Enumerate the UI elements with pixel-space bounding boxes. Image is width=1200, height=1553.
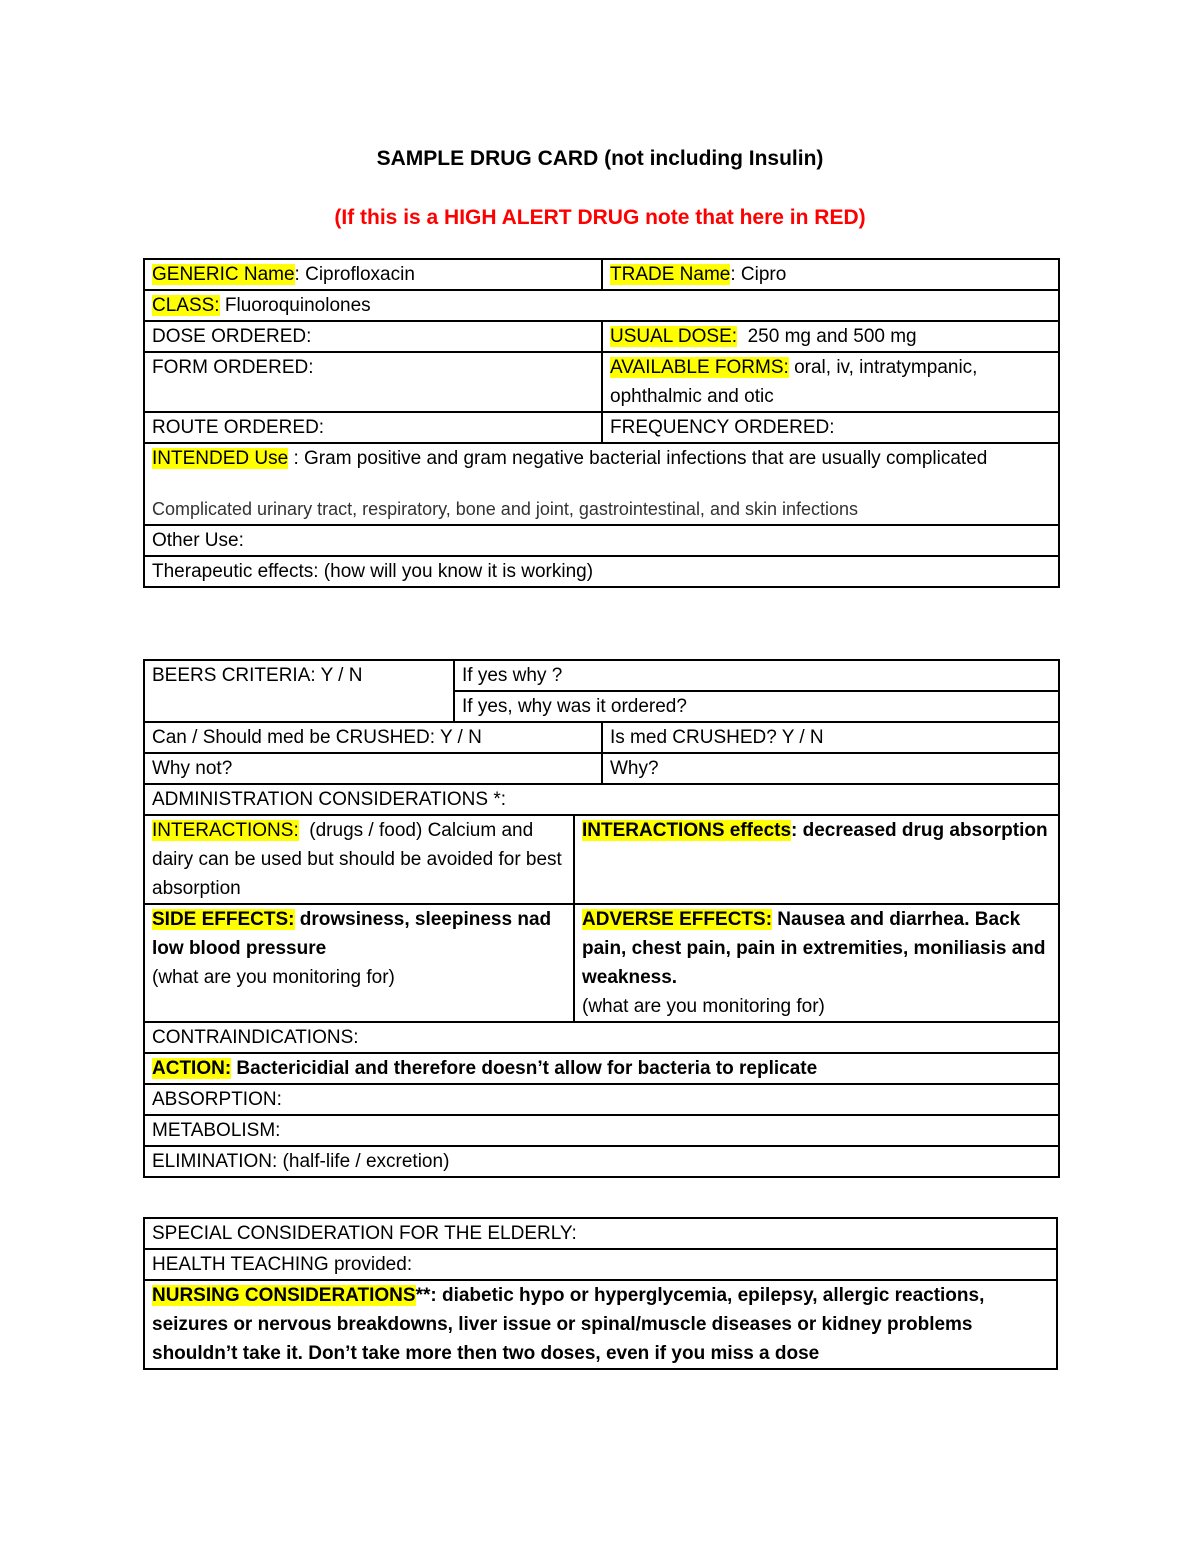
generic-name-colon: : [294,264,300,285]
side-effects-hint: (what are you monitoring for) [152,967,395,988]
absorption-label: ABSORPTION: [152,1089,282,1110]
why-not: Why not? [152,758,233,779]
elimination-hint: (half-life / excretion) [277,1151,450,1172]
table-row [144,1146,1059,1177]
nursing-considerations-value: diabetic hypo or hyperglycemia, epilepsy, allergic reactions, seizures or nervous breakdowns, liver issue or spinal/muscle diseases or kidney problems shouldn’t take it. Don’t take more then two doses, even if you miss a dose [152,1285,985,1364]
table-row [144,1280,1057,1369]
side-effects-cell [144,904,574,1022]
other-use-cell [144,525,1059,556]
route-ordered-label: ROUTE ORDERED: [152,417,325,438]
side-effects-label: SIDE EFFECTS: [152,909,295,930]
crush-question-cell [144,722,602,753]
table-row [144,1115,1059,1146]
side-effects-line [152,905,566,963]
available-forms-value: oral, iv, intratympanic, ophthalmic and otic [610,357,978,407]
therapeutic-effects-label: Therapeutic effects: [152,561,319,582]
table-row [144,1218,1057,1249]
class-label: CLASS: [152,295,220,316]
health-teaching-label: HEALTH TEACHING provided: [152,1254,413,1275]
available-forms-label: AVAILABLE FORMS: [610,357,789,378]
beers-criteria-label: BEERS CRITERIA: Y / N [152,665,363,686]
special-consideration-cell [144,1218,1057,1249]
table-row [144,412,1059,443]
adverse-effects-label: ADVERSE EFFECTS: [582,909,773,930]
document-title: SAMPLE DRUG CARD (not including Insulin) [376,147,824,170]
action-value: Bactericidial and therefore doesn’t allow for bacteria to replicate [231,1058,818,1079]
table-row [144,815,1059,904]
table-row [144,352,1059,412]
intended-use-note: Complicated urinary tract, respiratory, bone and joint, gastrointestinal, and skin infections [152,499,859,519]
table-row [144,525,1059,556]
action-label: ACTION: [152,1058,232,1079]
interactions-label: INTERACTIONS: [152,820,299,841]
crush-question: Can / Should med be CRUSHED: Y / N [152,727,482,748]
table-row [144,443,1059,525]
intended-use-colon: : [288,448,299,469]
why-cell [602,753,1059,784]
action-cell [144,1053,1059,1084]
absorption-cell [144,1084,1059,1115]
trade-name-cell [602,259,1059,290]
form-ordered-label: FORM ORDERED: [152,357,314,378]
why: Why? [610,758,659,779]
generic-name-label: GENERIC Name [152,264,295,285]
metabolism-cell [144,1115,1059,1146]
adverse-effects-line [582,905,1051,992]
interactions-cell [144,815,574,904]
table-row [144,904,1059,1022]
table-row [144,1022,1059,1053]
therapeutic-effects-hint: (how will you know it is working) [318,561,594,582]
intended-use-value: Gram positive and gram negative bacterial infections that are usually complicated [298,448,988,469]
beers-if-yes-ordered-cell [454,691,1059,722]
table-row [144,753,1059,784]
elimination-label: ELIMINATION: [152,1151,278,1172]
interactions-effects-value: decreased drug absorption [797,820,1048,841]
nursing-considerations-label: NURSING CONSIDERATIONS [152,1285,416,1306]
frequency-ordered-label: FREQUENCY ORDERED: [610,417,835,438]
metabolism-label: METABOLISM: [152,1120,281,1141]
adverse-effects-value: Nausea and diarrhea. Back pain, chest pain, pain in extremities, moniliasis and weakness. [582,909,1046,988]
special-consideration-label: SPECIAL CONSIDERATION FOR THE ELDERLY: [152,1223,577,1244]
table-row [144,1249,1057,1280]
table-row [144,660,1059,691]
side-effects-value: drowsiness, sleepiness nad low blood pressure [152,909,552,959]
admin-considerations-cell [144,784,1059,815]
drug-info-table [143,258,1060,588]
beers-if-yes-why: If yes why ? [462,665,563,686]
interactions-value: (drugs / food) Calcium and dairy can be used but should be avoided for best absorption [152,820,568,899]
health-teaching-cell [144,1249,1057,1280]
therapeutic-effects-cell [144,556,1059,587]
dose-ordered-label: DOSE ORDERED: [152,326,312,347]
interactions-effects-label: INTERACTIONS effects [582,820,792,841]
class-cell [144,290,1059,321]
frequency-ordered-cell [602,412,1059,443]
adverse-effects-hint: (what are you monitoring for) [582,996,825,1017]
usual-dose-label: USUAL DOSE: [610,326,738,347]
adverse-effects-cell [574,904,1059,1022]
usual-dose-cell [602,321,1059,352]
table-row [144,321,1059,352]
trade-name-colon: : [730,264,736,285]
usual-dose-value: 250 mg and 500 mg [737,326,917,347]
available-forms-cell [602,352,1059,412]
beers-criteria-cell [144,660,454,722]
nursing-considerations-cell [144,1280,1057,1369]
is-crushed-cell [602,722,1059,753]
interactions-effects-cell [574,815,1059,904]
generic-name-cell [144,259,602,290]
is-crushed: Is med CRUSHED? Y / N [610,727,824,748]
beers-if-yes-why-cell [454,660,1059,691]
other-use-label: Other Use: [152,530,244,551]
form-ordered-cell [144,352,602,412]
why-not-cell [144,753,602,784]
high-alert-note: (If this is a HIGH ALERT DRUG note that here in RED) [334,206,866,229]
generic-name-value: Ciprofloxacin [299,264,415,285]
class-value: Fluoroquinolones [219,295,371,316]
intended-use-label: INTENDED Use [152,448,289,469]
nursing-considerations-marker: **: [415,1285,437,1306]
elderly-table [143,1217,1058,1370]
elimination-cell [144,1146,1059,1177]
intended-use-cell [144,443,1059,525]
dose-ordered-cell [144,321,602,352]
intended-use-line [152,444,1051,473]
contraindications-label: CONTRAINDICATIONS: [152,1027,359,1048]
contraindications-cell [144,1022,1059,1053]
interactions-effects-colon: : [791,820,798,841]
table-row [144,1053,1059,1084]
table-row [144,259,1059,290]
admin-considerations-label: ADMINISTRATION CONSIDERATIONS *: [152,789,506,810]
table-row [144,722,1059,753]
trade-name-label: TRADE Name [610,264,731,285]
trade-name-value: Cipro [735,264,787,285]
route-ordered-cell [144,412,602,443]
table-row [144,556,1059,587]
table-row [144,784,1059,815]
table-row [144,290,1059,321]
administration-table [143,659,1060,1178]
beers-if-yes-ordered: If yes, why was it ordered? [462,696,687,717]
spacer [152,473,1051,495]
table-row [144,1084,1059,1115]
